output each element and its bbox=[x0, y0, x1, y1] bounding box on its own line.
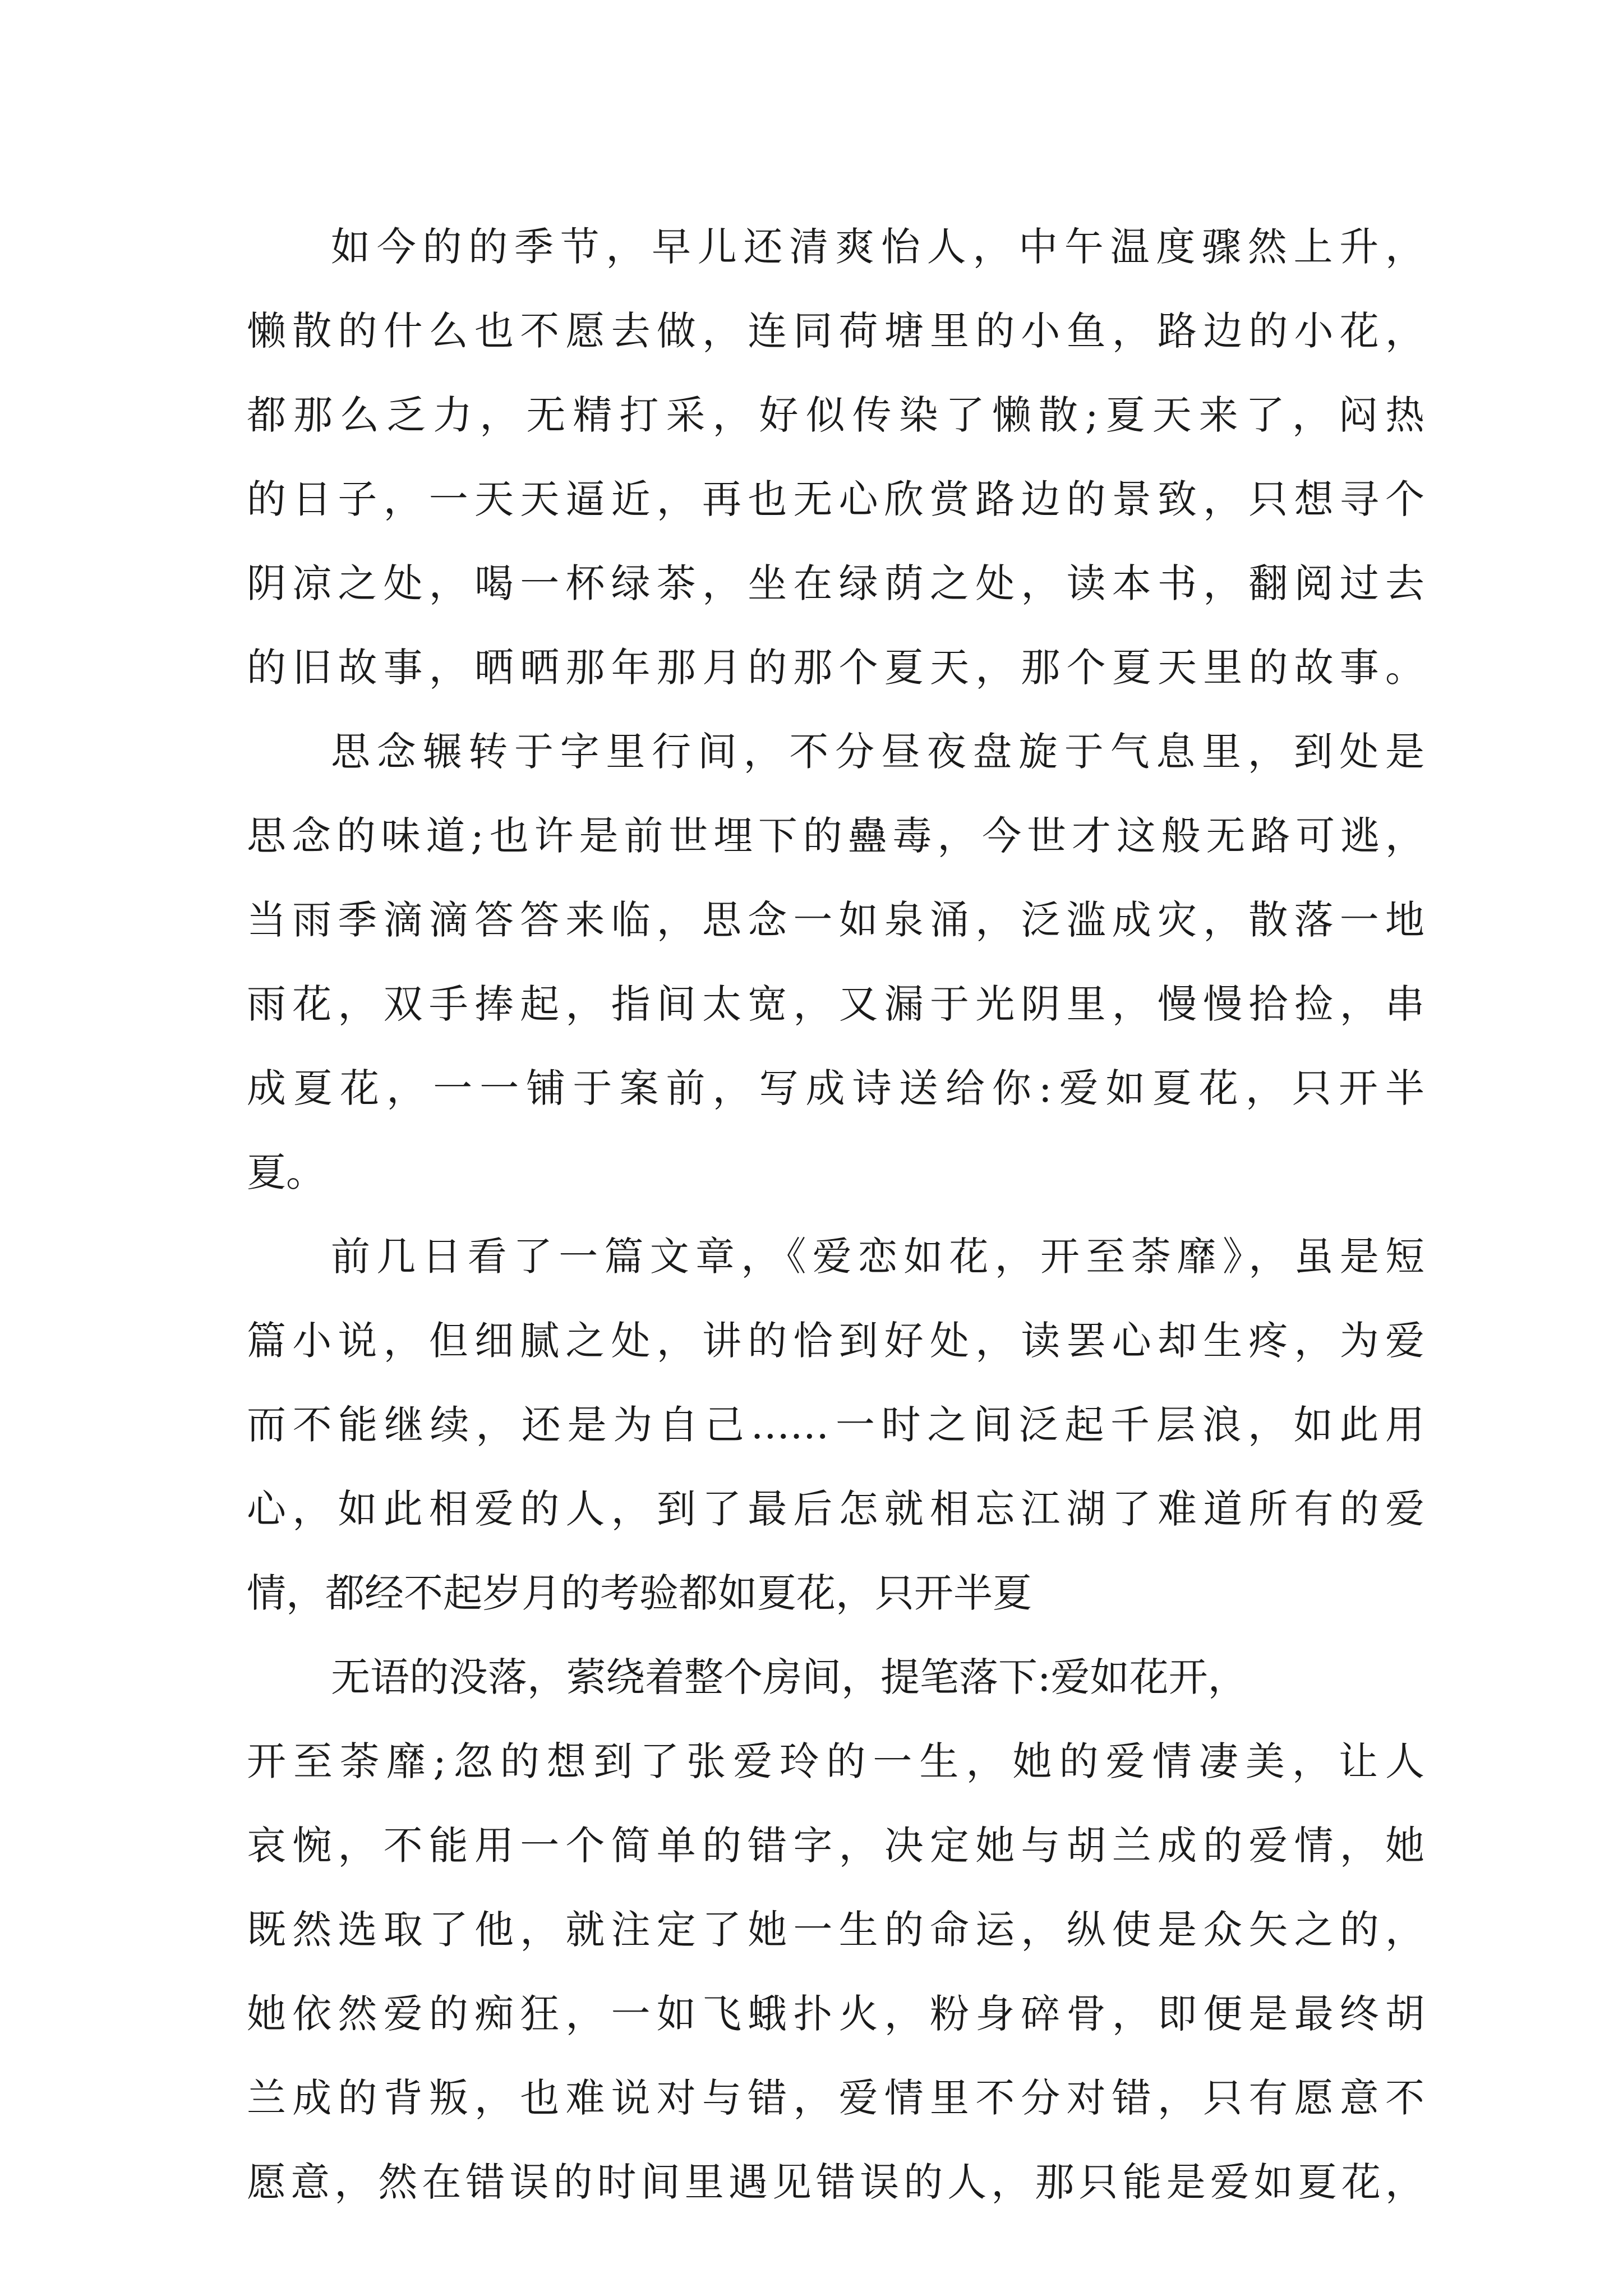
text-line: 夏。 bbox=[247, 1149, 325, 1195]
text-line: 无语的没落，萦绕着整个房间，提笔落下:爱如花开， bbox=[331, 1654, 1247, 1700]
paragraph-2 bbox=[247, 710, 1424, 1214]
text-line: 雨花，双手捧起，指间太宽，又漏于光阴里，慢慢拾捡，串 bbox=[247, 981, 1424, 1027]
text-line: 成夏花，一一铺于案前，写成诗送给你:爱如夏花，只开半 bbox=[247, 1065, 1424, 1111]
text-line: 阴凉之处，喝一杯绿茶，坐在绿荫之处，读本书，翻阅过去 bbox=[247, 560, 1424, 606]
text-line: 她依然爱的痴狂，一如飞蛾扑火，粉身碎骨，即便是最终胡 bbox=[247, 1991, 1424, 2037]
text-line: 当雨季滴滴答答来临，思念一如泉涌，泛滥成灾，散落一地 bbox=[247, 897, 1424, 943]
text-line: 篇小说，但细腻之处，讲的恰到好处，读罢心却生疼，为爱 bbox=[247, 1318, 1424, 1364]
text-line: 开至荼靡;忽的想到了张爱玲的一生，她的爱情凄美，让人 bbox=[247, 1738, 1424, 1784]
text-line: 情，都经不起岁月的考验都如夏花，只开半夏 bbox=[247, 1570, 1032, 1616]
paragraph-3 bbox=[247, 1214, 1424, 1635]
text-line: 思念的味道;也许是前世埋下的蠱毒，今世才这般无路可逃， bbox=[247, 813, 1424, 859]
text-line: 都那么乏力，无精打采，好似传染了懒散;夏天来了，闷热 bbox=[247, 392, 1424, 438]
text-line: 前几日看了一篇文章，《爱恋如花，开至荼靡》，虽是短 bbox=[331, 1234, 1424, 1280]
text-line: 懒散的什么也不愿去做，连同荷塘里的小鱼，路边的小花， bbox=[247, 308, 1424, 354]
text-line: 心，如此相爱的人，到了最后怎就相忘江湖了难道所有的爱 bbox=[247, 1486, 1424, 1532]
text-line: 兰成的背叛，也难说对与错，爱情里不分对错，只有愿意不 bbox=[247, 2075, 1424, 2121]
paragraph-4 bbox=[247, 1635, 1424, 2224]
text-line: 如今的的季节，早儿还清爽怡人，中午温度骤然上升， bbox=[331, 224, 1424, 270]
text-line: 哀惋，不能用一个简单的错字，决定她与胡兰成的爱情，她 bbox=[247, 1823, 1424, 1869]
text-line: 既然选取了他，就注定了她一生的命运，纵使是众矢之的， bbox=[247, 1907, 1424, 1953]
text-line: 思念辗转于字里行间，不分昼夜盘旋于气息里，到处是 bbox=[331, 729, 1424, 775]
text-line: 而不能继续，还是为自己……一时之间泛起千层浪，如此用 bbox=[247, 1402, 1424, 1448]
text-line: 愿意，然在错误的时间里遇见错误的人，那只能是爱如夏花， bbox=[247, 2159, 1424, 2205]
text-line: 的旧故事，晒晒那年那月的那个夏天，那个夏天里的故事。 bbox=[247, 645, 1424, 691]
paragraph-1 bbox=[247, 205, 1424, 710]
document-body bbox=[247, 205, 1424, 2224]
text-line: 的日子，一天天逼近，再也无心欣赏路边的景致，只想寻个 bbox=[247, 476, 1424, 522]
